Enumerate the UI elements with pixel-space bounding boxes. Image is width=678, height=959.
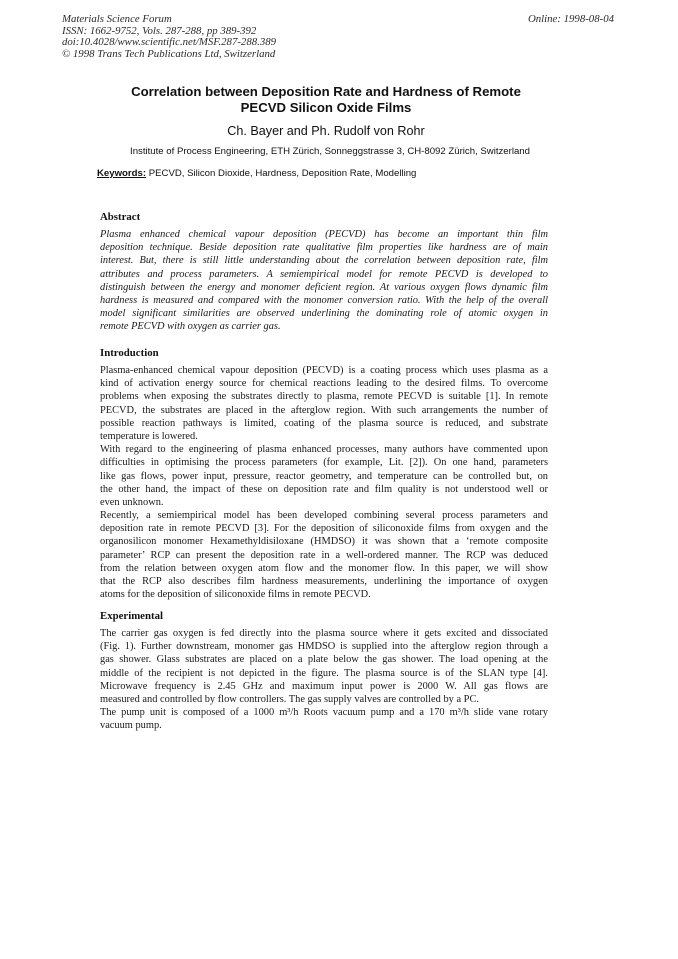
intro-line: from the relation between oxygen atom flow and the monomer flow. In this paper, we will show [100,562,548,574]
authors: Ch. Bayer and Ph. Rudolf von Rohr [227,124,425,138]
intro-line: organosilicon monomer Hexamethyldisiloxane (HMDSO) it was shown that a ‘remote composite [100,536,548,548]
experimental-line: The pump unit is composed of a 1000 m³/h Roots vacuum pump and a 170 m³/h slide vane rotary [100,707,548,719]
abstract-line: attributes and process parameters. A semiempirical model for remote PECVD is developed to [100,268,548,280]
abstract-line: hardness is measured and compared with the monomer conversion ratio. With the help of the overall [100,294,548,306]
experimental-line: measured and controlled by flow controllers. The gas supply valves are controlled by a PC. [100,693,479,705]
abstract-line: model significant similarities are observed underlining the dominating role of atomic oxygen in [100,308,548,320]
intro-line: that the RCP also describes film hardness measurements, underlining the importance of oxygen [100,576,548,587]
online-date: Online: 1998-08-04 [527,13,614,25]
experimental-line: middle of the recipient is not depicted in the figure. The plasma source is of the SLAN type [4]. [100,667,548,679]
experimental-line: gas shower. Glass substrates are placed on a plate below the gas shower. The load opening at the [100,654,548,666]
intro-line: problems when exposing the substrates directly to plasma, remote PECVD is suitable [1]. In remote [100,391,548,403]
intro-line: Plasma-enhanced chemical vapour deposition (PECVD) is a coating process which uses plasma as a [100,365,548,376]
experimental-line: vacuum pump. [100,720,162,732]
experimental-line: The carrier gas oxygen is fed directly into the plasma source where it gets excited and dissociated [100,628,548,639]
intro-line: like gas flows, power input, pressure, reactor geometry, and temperature can be controlled but, on [100,470,548,482]
experimental-line: Microwave frequency is 2.45 GHz and maximum input power is 2000 W. All gas flows are [100,680,548,692]
affiliation: Institute of Process Engineering, ETH Zürich, Sonneggstrasse 3, CH-8092 Zürich, Switzerland [130,146,530,157]
intro-line: atoms for the deposition of siliconoxide films in remote PECVD. [100,589,371,601]
title-line-1: Correlation between Deposition Rate and Hardness of Remote [131,84,521,99]
doi-line: doi:10.4028/www.scientific.net/MSF.287-288.389 [62,36,277,49]
journal-header [62,14,276,60]
intro-line: parameter’ RCP can present the deposition rate in a well-ordered manner. The RCP was deduced [100,549,548,561]
intro-line: PECVD, the substrates are placed in the afterglow region. With such arrangements the number of [100,404,548,416]
intro-line: possible reaction pathways is limited, coating of the plasma source is reduced, and substrate [100,417,548,429]
abstract-body [100,228,548,334]
introduction-body [100,364,548,601]
intro-line: even unknown. [100,496,164,508]
intro-line: deposition rate in remote PECVD [3]. For the deposition of siliconoxide films from oxygen and the [100,523,548,535]
abstract-line: Plasma enhanced chemical vapour deposition (PECVD) has become an important thin film [100,229,548,240]
intro-line: temperature is lowered. [100,430,198,442]
experimental-heading: Experimental [100,610,163,622]
abstract-line: deposition technique. Beside deposition rate qualitative film properties like hardness are of main [100,242,548,254]
abstract-line: interest. But, there is still little understanding about the correlation between deposition rate, film [100,255,548,267]
abstract-heading: Abstract [100,211,141,223]
keywords-label: Keywords: [97,168,147,179]
title-line-2: PECVD Silicon Oxide Films [240,100,412,115]
experimental-line: (Fig. 1). Further downstream, monomer gas HMDSO is supplied into the afterglow region through a [100,641,548,653]
intro-line: kind of activation energy source for chemical reactions leading to the desired films. To overcome [100,378,548,390]
intro-line: difficulties in optimising the process parameters (for example, Lit. [2]). On one hand, parameters [100,457,548,469]
intro-line: Recently, a semiempirical model has been developed combining several process parameters and [100,510,548,522]
introduction-heading: Introduction [100,347,159,359]
journal-name: Materials Science Forum [62,13,172,25]
paper-title [96,84,556,116]
intro-line: the other hand, the impact of these on deposition rate and film quality is not understood well or [100,483,548,495]
keywords-text: PECVD, Silicon Dioxide, Hardness, Deposition Rate, Modelling [146,168,417,179]
copyright-line: © 1998 Trans Tech Publications Ltd, Switzerland [62,47,276,60]
issn-line: ISSN: 1662-9752, Vols. 287-288, pp 389-392 [62,24,257,37]
abstract-line: distinguish between the energy and monomer deficient region. At various oxygen flows dynamic film [100,281,548,293]
keywords [97,168,416,179]
intro-line: With regard to the engineering of plasma enhanced processes, many authors have commented upon [100,444,548,456]
experimental-body [100,627,548,733]
abstract-line: remote PECVD with oxygen as carrier gas. [100,321,281,333]
